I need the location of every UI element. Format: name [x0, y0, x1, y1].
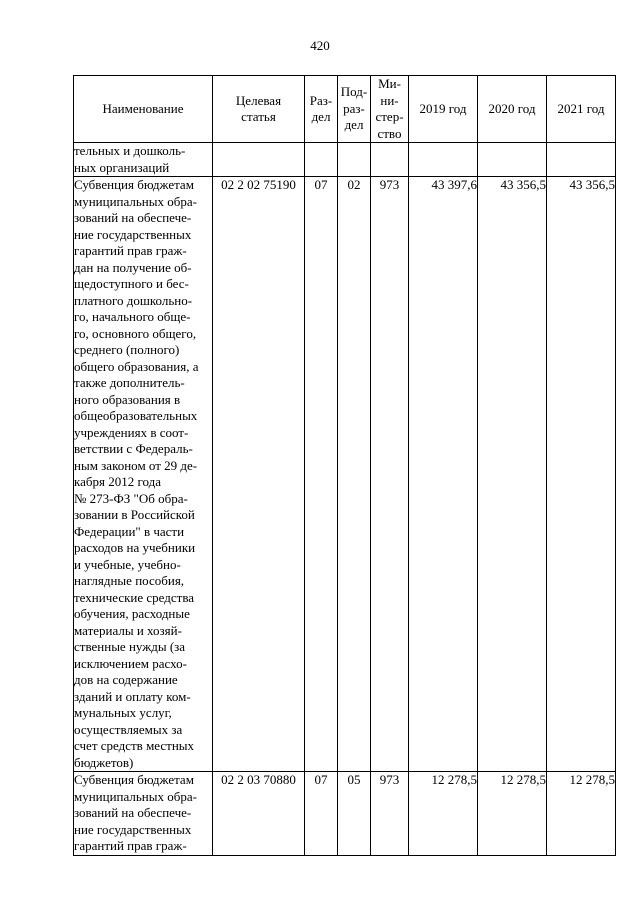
header-name: Наименование	[74, 76, 213, 143]
amount-2020-cell	[478, 143, 547, 177]
ministry-cell: 973	[371, 772, 409, 856]
name-line: Субвенция бюджетам	[74, 177, 194, 192]
header-ministry: Ми- ни- стер- ство	[371, 76, 409, 143]
header-2019: 2019 год	[409, 76, 478, 143]
name-line: Федерации" в части	[74, 523, 185, 539]
section-cell: 07	[305, 772, 338, 856]
name-line: наглядные пособия,	[74, 573, 185, 588]
name-line: счет средств местных	[74, 738, 195, 753]
budget-table	[73, 75, 616, 856]
ministry-cell	[371, 143, 409, 177]
name-line: гарантий прав граж-	[74, 838, 187, 853]
name-line: гарантий прав граж-	[74, 243, 187, 258]
name-line: и учебные, учебно-	[74, 556, 181, 572]
amount-2020-cell: 12 278,5	[478, 772, 547, 856]
name-line: среднего (полного)	[74, 342, 180, 357]
name-line: общеобразовательных	[74, 408, 198, 423]
name-line: исключением расхо-	[74, 655, 187, 671]
header-target-article: Целевая статья	[213, 76, 305, 143]
name-line: дов на содержание	[74, 672, 178, 687]
name-line: щедоступного и бес-	[74, 276, 189, 291]
amount-2019-cell: 12 278,5	[409, 772, 478, 856]
section-cell: 07	[305, 177, 338, 772]
table-body	[74, 143, 616, 856]
ministry-cell: 973	[371, 177, 409, 772]
table-row	[74, 772, 616, 856]
name-line: зданий и оплату ком-	[74, 688, 191, 704]
name-line: расходов на учебники	[74, 540, 196, 555]
table-row	[74, 177, 616, 772]
name-line: общего образования, а	[74, 358, 199, 374]
subsection-cell: 02	[338, 177, 371, 772]
name-line: го, основного общего,	[74, 325, 197, 341]
name-cell	[74, 177, 213, 772]
target-article-cell	[213, 143, 305, 177]
name-line: осуществляемых за	[74, 721, 183, 737]
subsection-cell: 05	[338, 772, 371, 856]
name-line: технические средства	[74, 589, 195, 605]
amount-2019-cell	[409, 143, 478, 177]
target-article-cell: 02 2 02 75190	[213, 177, 305, 772]
amount-2019-cell: 43 397,6	[409, 177, 478, 772]
name-line: муниципальных обра-	[74, 193, 197, 209]
name-line: мунальных услуг,	[74, 705, 172, 720]
name-line: кабря 2012 года	[74, 474, 162, 489]
name-line: материалы и хозяй-	[74, 622, 182, 638]
name-line: зовании в Российской	[74, 507, 195, 522]
name-line: муниципальных обра-	[74, 788, 197, 804]
name-line: ветствии с Федераль-	[74, 441, 193, 456]
name-cell	[74, 772, 213, 856]
name-line: ние государственных	[74, 821, 192, 837]
name-line: дан на получение об-	[74, 259, 192, 275]
header-2021: 2021 год	[547, 76, 616, 143]
name-line: Субвенция бюджетам	[74, 772, 194, 787]
page-number: 420	[310, 38, 330, 53]
name-line: обучения, расходные	[74, 606, 190, 621]
name-line: ние государственных	[74, 226, 192, 242]
header-subsection: Под- раз- дел	[338, 76, 371, 143]
name-line: также дополнитель-	[74, 375, 185, 390]
header-2020: 2020 год	[478, 76, 547, 143]
name-line: зований на обеспече-	[74, 805, 192, 820]
name-line: № 273-ФЗ "Об обра-	[74, 490, 188, 506]
name-line: ным законом от 29 де-	[74, 457, 198, 473]
name-line: учреждениях в соот-	[74, 424, 189, 440]
name-line: го, начального обще-	[74, 309, 191, 324]
target-article-cell: 02 2 03 70880	[213, 772, 305, 856]
name-line: тельных и дошколь-	[74, 143, 186, 158]
name-line: ных организаций	[74, 159, 170, 175]
name-line: платного дошкольно-	[74, 292, 193, 308]
name-line: ственные нужды (за	[74, 639, 186, 654]
amount-2020-cell: 43 356,5	[478, 177, 547, 772]
name-line: зований на обеспече-	[74, 210, 192, 225]
name-line: бюджетов)	[74, 754, 134, 770]
amount-2021-cell: 43 356,5	[547, 177, 616, 772]
header-section: Раз- дел	[305, 76, 338, 143]
name-line: ного образования в	[74, 391, 181, 407]
subsection-cell	[338, 143, 371, 177]
amount-2021-cell	[547, 143, 616, 177]
header-row	[74, 76, 616, 143]
section-cell	[305, 143, 338, 177]
amount-2021-cell: 12 278,5	[547, 772, 616, 856]
name-cell	[74, 143, 213, 177]
table-row	[74, 143, 616, 177]
